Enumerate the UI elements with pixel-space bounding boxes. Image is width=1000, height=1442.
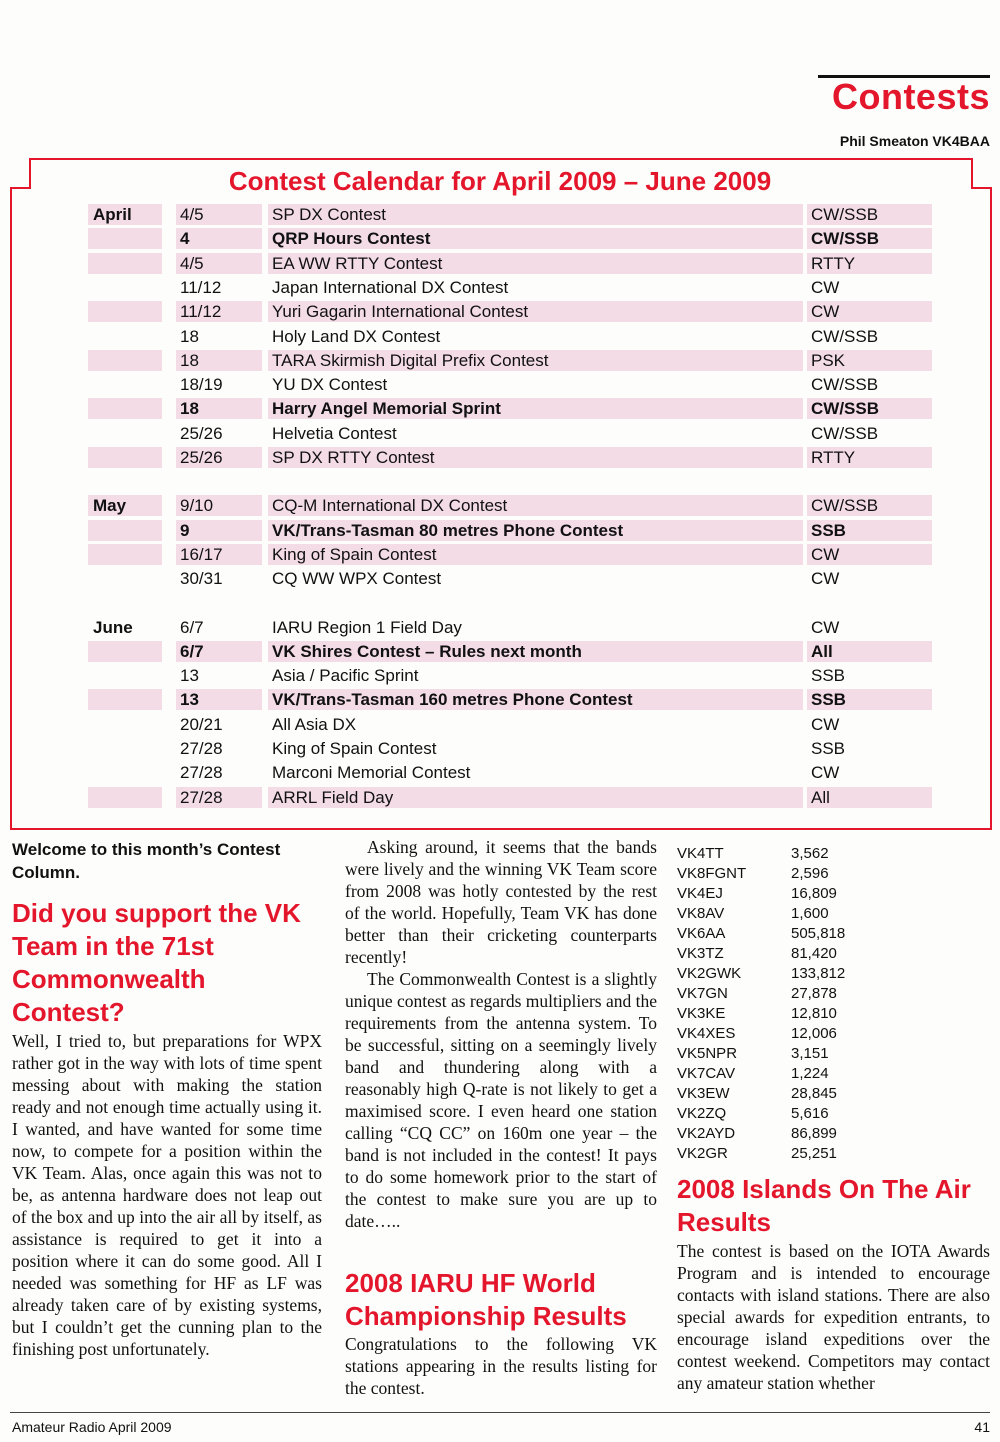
- result-score: 133,812: [791, 965, 846, 982]
- contest-mode: SSB: [811, 520, 846, 540]
- paragraph-iaru: Congratulations to the following VK stations appearing in the results listing for the contest.: [345, 1334, 657, 1398]
- result-row: [677, 844, 877, 864]
- contest-mode: CW/SSB: [811, 399, 879, 419]
- row-shading: [88, 787, 162, 808]
- contest-date: 11/12: [180, 302, 222, 322]
- contest-name: IARU Region 1 Field Day: [272, 617, 462, 637]
- contest-date: 30/31: [180, 569, 223, 589]
- calendar-row: [0, 761, 1000, 785]
- calendar-row: [0, 325, 1000, 349]
- contest-name: EA WW RTTY Contest: [272, 253, 443, 273]
- contest-name: Helvetia Contest: [272, 423, 397, 443]
- contest-mode: CW: [811, 544, 840, 564]
- contest-name: VK/Trans-Tasman 160 metres Phone Contest: [272, 690, 633, 710]
- contest-date: 4: [180, 229, 190, 249]
- contest-mode: CW/SSB: [811, 375, 879, 395]
- result-callsign: VK5NPR: [677, 1045, 738, 1062]
- contest-date: 25/26: [180, 423, 223, 443]
- paragraph-commonwealth: Well, I tried to, but preparations for WPX rather got in the way with lots of time spent messing about with making the station ready and not enough time actually using it. I wanted, and have wanted for some time now, to compete for a position within the VK Team. Alas, once again this was not to be, as antenna hardware does not leap out of the box and up into the air all by itself, as assistance is required to get it into a position where it can do some good. All I needed was something for HF as LF was already taken care of by existing systems, but I couldn’t get the cunning plan to the finishing post unfortunately.: [12, 1031, 322, 1359]
- row-shading: [88, 520, 162, 541]
- result-row: [677, 964, 877, 984]
- calendar-row: [0, 713, 1000, 737]
- contest-date: 27/28: [180, 763, 223, 783]
- contest-date: 18: [180, 399, 199, 419]
- contest-date: 13: [180, 666, 199, 686]
- result-row: [677, 924, 877, 944]
- heading-iaru: 2008 IARU HF World Championship Results: [345, 1268, 627, 1331]
- contest-name: CQ WW WPX Contest: [272, 569, 442, 589]
- result-score: 86,899: [791, 1125, 837, 1142]
- contest-name: VK Shires Contest – Rules next month: [272, 641, 582, 661]
- contest-date: 18/19: [180, 375, 223, 395]
- contest-mode: CW/SSB: [811, 205, 879, 224]
- result-row: [677, 1124, 877, 1144]
- calendar-row: [0, 203, 1000, 227]
- contest-date: 9/10: [180, 496, 214, 516]
- contest-name: SP DX Contest: [272, 205, 387, 224]
- contest-mode: All: [811, 641, 833, 661]
- calendar-row: [0, 373, 1000, 397]
- contest-mode: CW/SSB: [811, 496, 879, 516]
- contest-name: Asia / Pacific Sprint: [272, 666, 419, 686]
- paragraph-commonwealth-contest: The Commonwealth Contest is a slightly unique contest as regards multipliers and the requirements from the antenna system. To be successful, sitting on a seemingly lively band and thundering along with a reasonably high Q-rate is not likely to get a maximised score. I even heard one station calling “CQ CC” on 160m one year – the band is not included in the contest! It pays to do some homework prior to the start of the contest to make sure you are up to date…..: [345, 969, 658, 1231]
- result-row: [677, 1004, 877, 1024]
- contest-date: 11/12: [180, 277, 222, 297]
- contest-mode: CW: [811, 714, 840, 734]
- contest-mode: RTTY: [811, 448, 856, 467]
- result-score: 27,878: [791, 985, 837, 1002]
- row-shading: [88, 301, 162, 322]
- contest-date: 27/28: [180, 787, 223, 807]
- contest-mode: CW/SSB: [811, 229, 879, 249]
- row-shading: [88, 641, 162, 662]
- row-shading: [88, 228, 162, 249]
- month-label: June: [93, 617, 133, 637]
- month-label: May: [93, 496, 127, 516]
- contest-name: Japan International DX Contest: [272, 277, 509, 297]
- result-callsign: VK3EW: [677, 1085, 730, 1102]
- result-callsign: VK2ZQ: [677, 1105, 727, 1122]
- contest-mode: CW: [811, 302, 840, 322]
- paragraph-iota: The contest is based on the IOTA Awards Program and is intended to encourage contacts with island stations. There are also special awards for expedition entrants, to encourage island expeditions over the contest weekend. Competitors may contact any amateur station whether: [677, 1241, 990, 1393]
- result-score: 12,006: [791, 1025, 837, 1042]
- contest-name: Yuri Gagarin International Contest: [272, 302, 529, 322]
- calendar-row: [0, 688, 1000, 712]
- contest-date: 27/28: [180, 739, 223, 758]
- result-callsign: VK6AA: [677, 925, 726, 942]
- contest-mode: SSB: [811, 739, 846, 758]
- contest-name: VK/Trans-Tasman 80 metres Phone Contest: [272, 520, 624, 540]
- calendar-row: [0, 664, 1000, 688]
- result-score: 25,251: [791, 1145, 837, 1162]
- contest-name: TARA Skirmish Digital Prefix Contest: [272, 350, 549, 370]
- contest-mode: CW: [811, 569, 840, 589]
- contest-name: YU DX Contest: [272, 375, 388, 395]
- row-shading: [88, 398, 162, 419]
- result-row: [677, 1144, 877, 1164]
- result-row: [677, 1084, 877, 1104]
- result-score: 28,845: [791, 1085, 837, 1102]
- contest-name: Holy Land DX Contest: [272, 326, 441, 346]
- result-row: [677, 904, 877, 924]
- result-callsign: VK4TT: [677, 845, 724, 862]
- contest-name: All Asia DX: [272, 714, 357, 734]
- row-shading: [88, 544, 162, 565]
- calendar-row: [0, 252, 1000, 276]
- result-score: 16,809: [791, 885, 837, 902]
- result-score: 505,818: [791, 925, 846, 942]
- contest-mode: SSB: [811, 690, 846, 710]
- contest-name: SP DX RTTY Contest: [272, 448, 435, 467]
- result-row: [677, 944, 877, 964]
- page-number: 41: [974, 1419, 990, 1435]
- calendar-row: [0, 567, 1000, 591]
- result-row: [677, 984, 877, 1004]
- result-row: [677, 864, 877, 884]
- result-callsign: VK8AV: [677, 905, 725, 922]
- row-shading: [88, 253, 162, 274]
- contest-date: 16/17: [180, 544, 223, 564]
- result-row: [677, 884, 877, 904]
- calendar-row: [0, 737, 1000, 761]
- contest-mode: CW: [811, 763, 840, 783]
- contest-mode: CW/SSB: [811, 326, 879, 346]
- contest-date: 25/26: [180, 448, 223, 467]
- contest-name: Harry Angel Memorial Sprint: [272, 399, 501, 419]
- contest-mode: PSK: [811, 350, 846, 370]
- result-callsign: VK7GN: [677, 985, 728, 1002]
- result-callsign: VK3KE: [677, 1005, 726, 1022]
- result-callsign: VK8FGNT: [677, 865, 747, 882]
- contest-mode: CW/SSB: [811, 423, 879, 443]
- row-shading: [88, 689, 162, 710]
- section-title: Contests: [831, 76, 990, 117]
- calendar-row: [0, 422, 1000, 446]
- calendar-row: [0, 446, 1000, 470]
- contest-mode: CW: [811, 277, 840, 297]
- result-callsign: VK3TZ: [677, 945, 724, 962]
- contest-mode: CW: [811, 617, 840, 637]
- contest-date: 20/21: [180, 714, 223, 734]
- calendar-row: [0, 276, 1000, 300]
- result-row: [677, 1104, 877, 1124]
- result-callsign: VK4XES: [677, 1025, 736, 1042]
- contest-name: QRP Hours Contest: [272, 229, 431, 249]
- contest-mode: SSB: [811, 666, 846, 686]
- calendar-row: [0, 349, 1000, 373]
- contest-date: 13: [180, 690, 199, 710]
- column-intro: Welcome to this month’s Contest Column.: [12, 840, 281, 882]
- contest-name: King of Spain Contest: [272, 739, 437, 758]
- heading-iota: 2008 Islands On The Air Results: [677, 1174, 971, 1237]
- result-score: 1,600: [791, 905, 829, 922]
- calendar-row: [0, 616, 1000, 640]
- calendar-row: [0, 786, 1000, 810]
- calendar-row: [0, 640, 1000, 664]
- author-byline: Phil Smeaton VK4BAA: [839, 133, 990, 149]
- contest-date: 18: [180, 350, 199, 370]
- contest-date: 9: [180, 520, 190, 540]
- footer-rule: [10, 1412, 990, 1413]
- result-callsign: VK2GR: [677, 1145, 728, 1162]
- contest-name: CQ-M International DX Contest: [272, 496, 508, 516]
- calendar-row: [0, 397, 1000, 421]
- paragraph-bands: Asking around, it seems that the bands were lively and the winning VK Team score from 2008 was hotly contested by the rest of the world. Hopefully, Team VK has done better than their cricketing counterparts recently!: [345, 837, 657, 967]
- result-callsign: VK2AYD: [677, 1125, 736, 1142]
- result-score: 3,562: [791, 845, 829, 862]
- result-score: 1,224: [791, 1065, 829, 1082]
- result-row: [677, 1064, 877, 1084]
- contest-date: 6/7: [180, 617, 204, 637]
- result-score: 12,810: [791, 1005, 837, 1022]
- contest-name: ARRL Field Day: [272, 787, 394, 807]
- result-score: 3,151: [791, 1045, 829, 1062]
- contest-date: 18: [180, 326, 199, 346]
- calendar-row: [0, 300, 1000, 324]
- calendar-row: [0, 494, 1000, 518]
- result-callsign: VK7CAV: [677, 1065, 736, 1082]
- heading-commonwealth: Did you support the VK Team in the 71st Commonwealth Contest?: [12, 898, 301, 1027]
- result-score: 81,420: [791, 945, 837, 962]
- contest-date: 4/5: [180, 253, 204, 273]
- result-callsign: VK4EJ: [677, 885, 723, 902]
- contest-name: King of Spain Contest: [272, 544, 437, 564]
- row-shading: [88, 350, 162, 371]
- calendar-row: [0, 519, 1000, 543]
- contest-date: 6/7: [180, 641, 204, 661]
- calendar-row: [0, 227, 1000, 251]
- month-label: April: [93, 205, 132, 224]
- row-shading: [88, 447, 162, 468]
- contest-name: Marconi Memorial Contest: [272, 763, 471, 783]
- calendar-row: [0, 543, 1000, 567]
- result-score: 5,616: [791, 1105, 829, 1122]
- result-score: 2,596: [791, 865, 829, 882]
- result-row: [677, 1024, 877, 1044]
- contest-date: 4/5: [180, 205, 204, 224]
- calendar-title: Contest Calendar for April 2009 – June 2009: [228, 166, 772, 196]
- contest-mode: RTTY: [811, 253, 856, 273]
- results-list: [677, 844, 877, 1164]
- result-row: [677, 1044, 877, 1064]
- contest-mode: All: [811, 787, 830, 807]
- result-callsign: VK2GWK: [677, 965, 742, 982]
- footer-publication: Amateur Radio April 2009: [12, 1419, 172, 1435]
